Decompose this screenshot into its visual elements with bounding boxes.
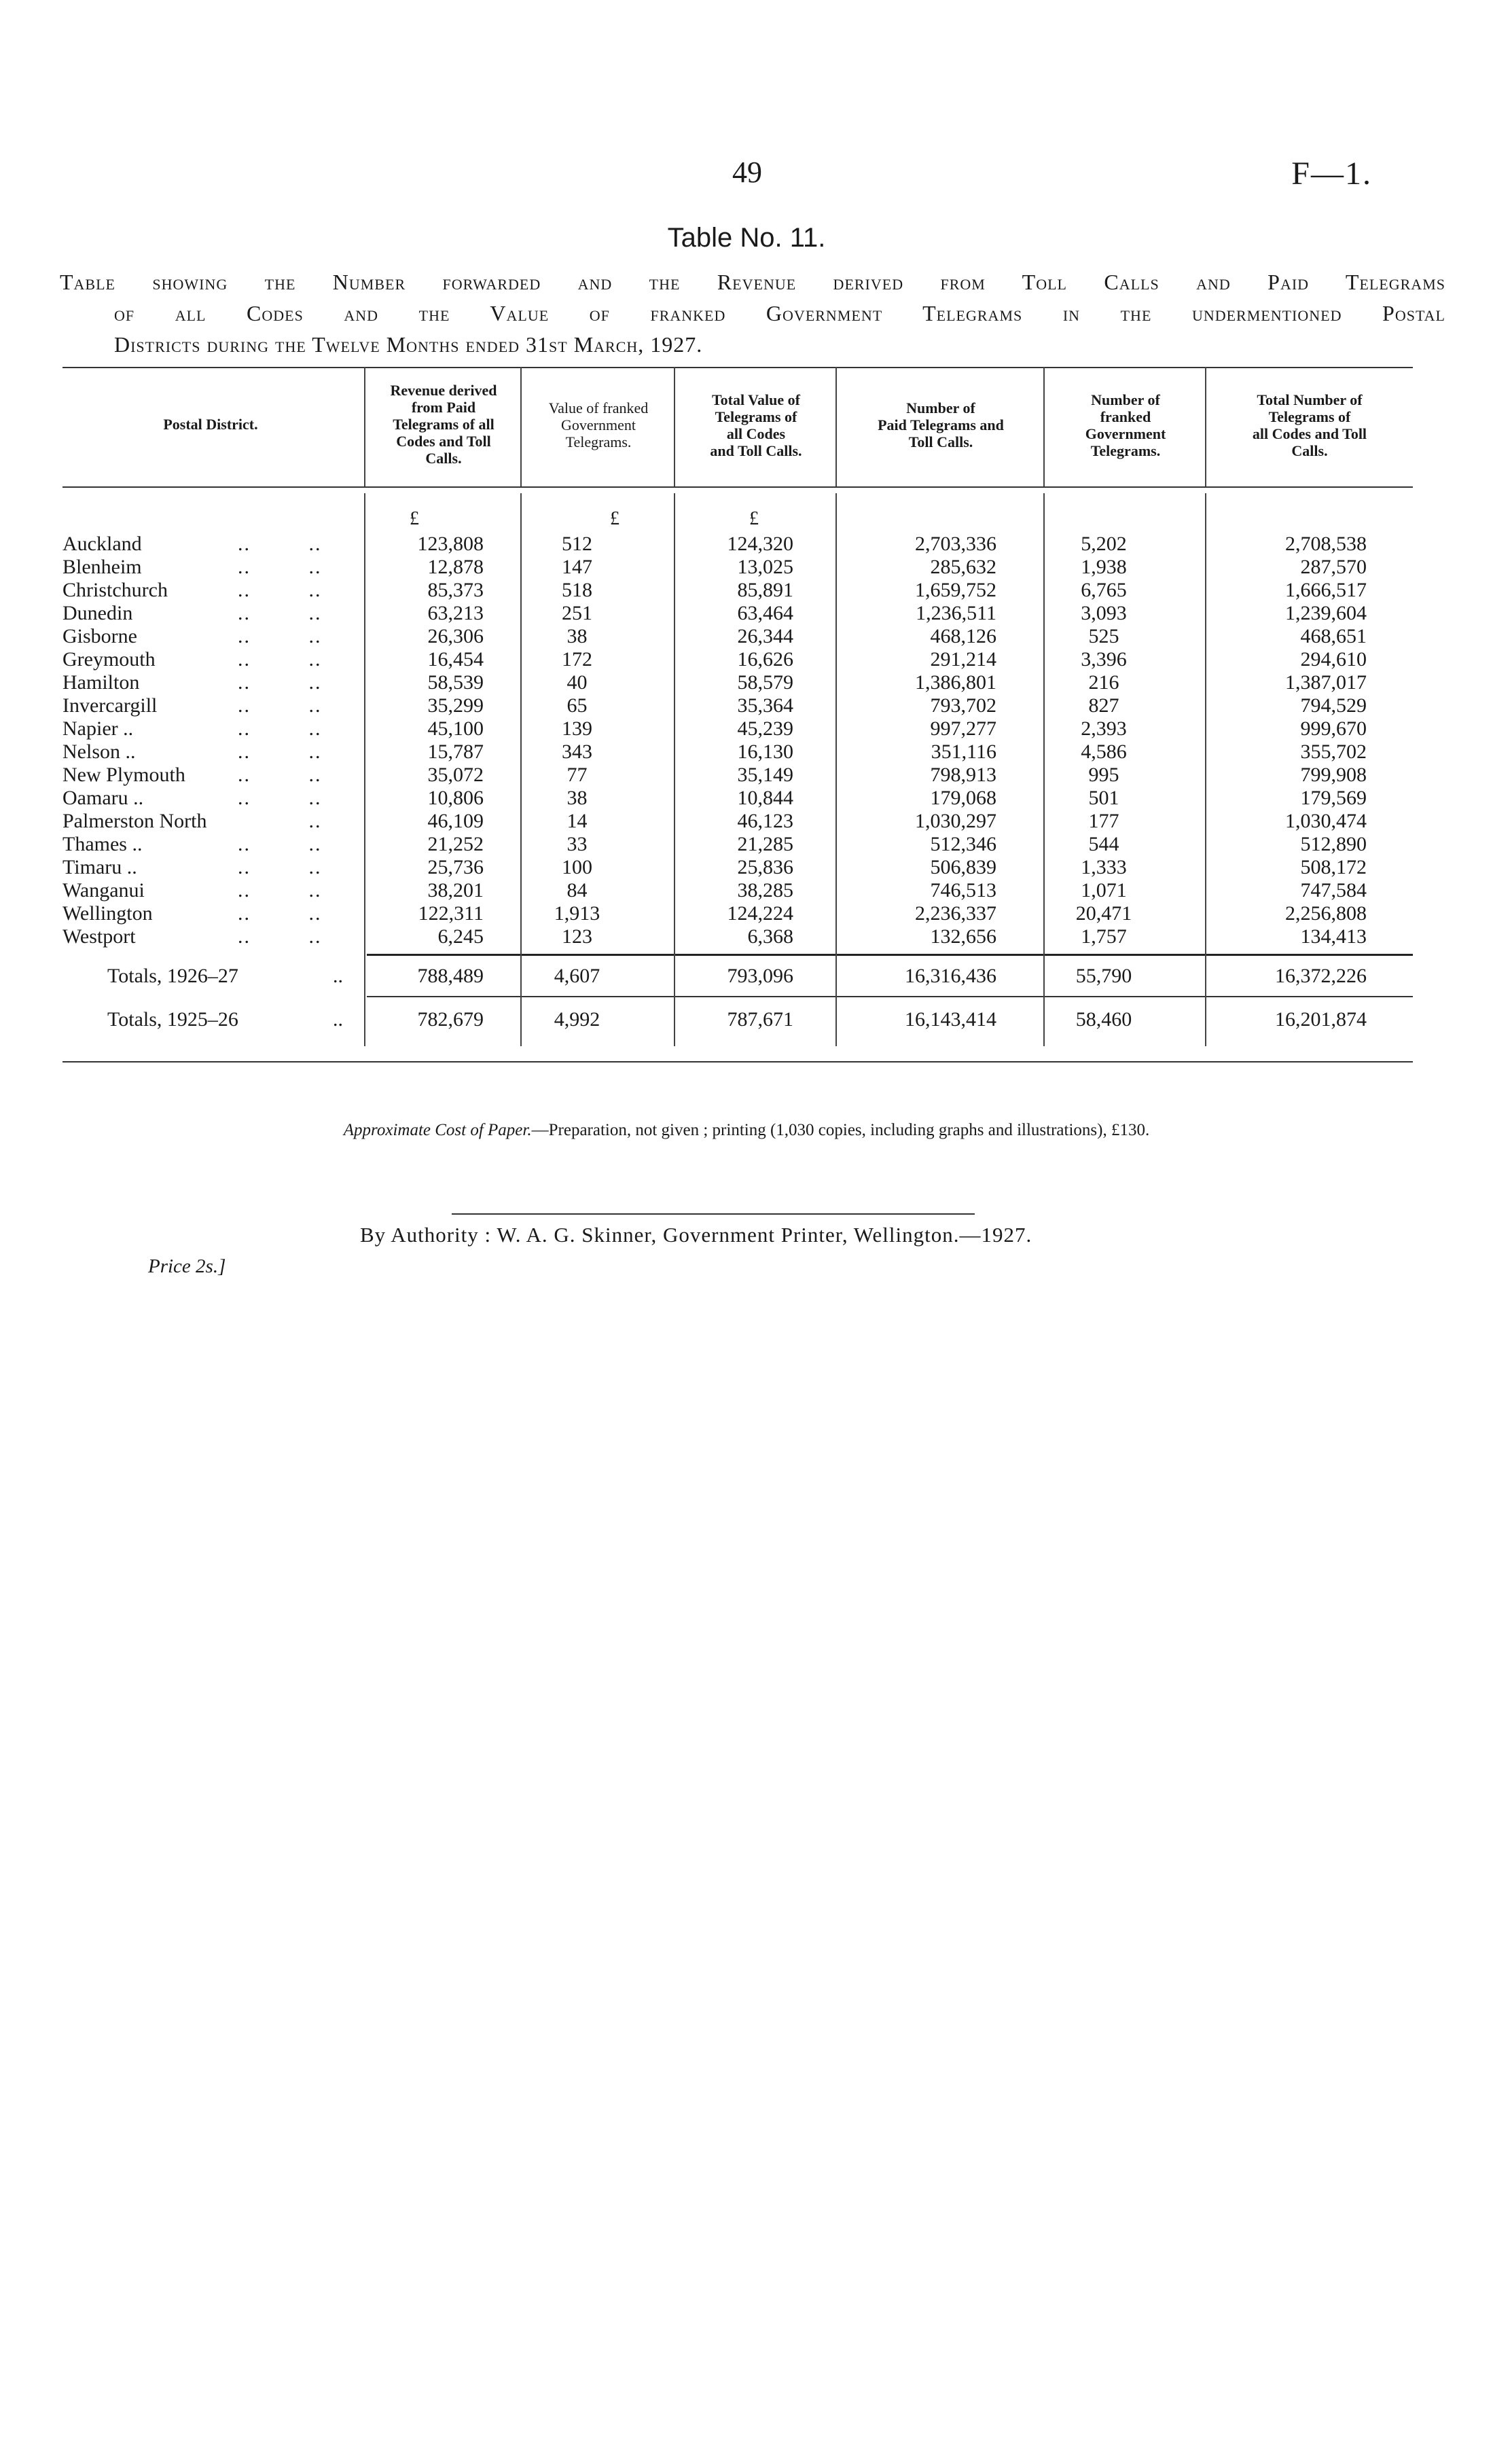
col-divider-1 [364,367,365,486]
paid-number-cell: 798,913 [930,764,996,786]
table-row [0,879,1493,902]
table-row [0,856,1493,879]
total-number-cell: 508,172 [1300,856,1367,878]
district-name: Christchurch [62,579,168,601]
paid-number-cell: 2,236,337 [915,902,996,925]
total-value-cell: 58,579 [737,671,793,694]
revenue-cell: 782,679 [417,1008,484,1031]
franked-number-cell: 216 [1088,671,1119,694]
revenue-cell: 122,311 [418,902,484,925]
franked-number-cell: 6,765 [1081,579,1127,601]
district-name: Timaru .. [62,856,137,878]
revenue-cell: 123,808 [417,533,484,555]
paid-number-cell: 351,116 [931,740,996,763]
revenue-cell: 85,373 [427,579,484,601]
total-value-cell: 35,149 [737,764,793,786]
franked-number-cell: 5,202 [1081,533,1127,555]
total-value-cell: 38,285 [737,879,793,901]
table-row [0,556,1493,579]
franked-value-cell: 251 [562,602,592,624]
franked-value-cell: 343 [562,740,592,763]
total-number-cell: 2,708,538 [1285,533,1367,555]
franked-value-cell: 77 [566,764,588,786]
paid-number-cell: 746,513 [930,879,996,901]
header-postal-district: Postal District. [163,416,258,433]
totals-row [0,1008,1493,1031]
total-number-cell: 16,201,874 [1275,1008,1367,1031]
revenue-cell: 46,109 [427,810,484,832]
revenue-cell: 63,213 [427,602,484,624]
table-row [0,625,1493,648]
district-name: Wanganui [62,879,145,901]
franked-number-cell: 525 [1088,625,1119,647]
total-number-cell: 16,372,226 [1275,965,1367,987]
district-name: Wellington [62,902,153,925]
leader-dots: .. .. [238,556,322,578]
table-caption [60,266,1445,360]
total-value-cell: 46,123 [737,810,793,832]
district-name: Auckland [62,533,142,555]
total-number-cell: 794,529 [1300,694,1367,717]
franked-value-cell: 518 [562,579,592,601]
leader-dots: .. .. [238,625,322,647]
table-row [0,533,1493,556]
leader-dots: .. .. [238,879,322,901]
leader-dots: .. .. [238,925,322,948]
revenue-cell: 35,072 [427,764,484,786]
revenue-cell: 45,100 [427,717,484,740]
district-name: New Plymouth [62,764,185,786]
total-number-cell: 294,610 [1300,648,1367,671]
district-name: Palmerston North [62,810,207,832]
leader-dots: .. .. [238,671,322,694]
total-value-cell: 124,224 [727,902,793,925]
header-franked-number: Number of franked Government Telegrams. [1085,391,1166,459]
paid-number-cell: 506,839 [930,856,996,878]
franked-value-cell: 512 [562,533,592,555]
total-number-cell: 287,570 [1300,556,1367,578]
franked-value-cell: 38 [566,787,588,809]
district-name: Nelson .. [62,740,136,763]
total-value-cell: 16,130 [737,740,793,763]
table-row [0,648,1493,671]
total-value-cell: 793,096 [727,965,793,987]
table-row [0,579,1493,602]
total-value-cell: 45,239 [737,717,793,740]
district-name: Gisborne [62,625,137,647]
totals-middle-rule [367,996,1413,997]
revenue-cell: 788,489 [417,965,484,987]
total-number-cell: 134,413 [1300,925,1367,948]
revenue-cell: 38,201 [427,879,484,901]
totals-label: Totals, 1926–27 [107,965,238,987]
district-name: Thames .. [62,833,143,855]
franked-number-cell: 827 [1088,694,1119,717]
total-value-cell: 35,364 [737,694,793,717]
total-value-cell: 21,285 [737,833,793,855]
district-name: Greymouth [62,648,156,671]
leader-dots: .. .. [238,787,322,809]
paid-number-cell: 1,236,511 [916,602,996,624]
district-name: Dunedin [62,602,133,624]
franked-value-cell: 14 [566,810,588,832]
unit-total-value: £ [749,508,759,529]
paid-number-cell: 2,703,336 [915,533,996,555]
leader-dots: .. .. [238,602,322,624]
cost-footnote [0,1121,1493,1140]
paid-number-cell: 793,702 [930,694,996,717]
franked-number-cell: 544 [1088,833,1119,855]
total-number-cell: 512,890 [1300,833,1367,855]
table-row [0,694,1493,717]
table-row [0,925,1493,948]
revenue-cell: 15,787 [427,740,484,763]
district-name: Hamilton [62,671,140,694]
leader-dots: .. .. [238,694,322,717]
revenue-cell: 35,299 [427,694,484,717]
paid-number-cell: 512,346 [930,833,996,855]
total-number-cell: 355,702 [1300,740,1367,763]
franked-number-cell: 3,093 [1081,602,1127,624]
franked-number-cell: 4,586 [1081,740,1127,763]
revenue-cell: 21,252 [427,833,484,855]
franked-value-cell: 123 [562,925,592,948]
total-value-cell: 124,320 [727,533,793,555]
total-number-cell: 1,239,604 [1285,602,1367,624]
col-divider-2 [520,367,522,486]
printer-authority: By Authority : W. A. G. Skinner, Government Printer, Wellington.—1927. [360,1223,1032,1247]
franked-number-cell: 3,396 [1081,648,1127,671]
totals-row [0,965,1493,988]
leader-dots: .. .. [238,579,322,601]
total-value-cell: 787,671 [727,1008,793,1031]
leader-dots: .. [333,1008,343,1031]
caption-line-2: of all Codes and the Value of franked Government Telegrams in the undermentioned Postal [114,301,1445,325]
leader-dots: .. .. [238,717,322,740]
table-row [0,717,1493,740]
franked-number-cell: 1,071 [1081,879,1127,901]
total-number-cell: 1,030,474 [1285,810,1367,832]
district-name: Invercargill [62,694,158,717]
paid-number-cell: 997,277 [930,717,996,740]
paid-number-cell: 468,126 [930,625,996,647]
table-title: Table No. 11. [667,223,826,253]
district-name: Oamaru .. [62,787,144,809]
col-divider-5 [1043,367,1045,486]
total-value-cell: 26,344 [737,625,793,647]
caption-line-3: Districts during the Twelve Months ended 31st March, 1927. [114,332,703,357]
leader-dots: .. .. [238,648,322,671]
district-name: Napier .. [62,717,134,740]
franked-value-cell: 147 [562,556,592,578]
total-value-cell: 63,464 [737,602,793,624]
paid-number-cell: 1,386,801 [915,671,996,694]
page-number: 49 [732,156,762,189]
header-revenue: Revenue derived from Paid Telegrams of all Codes and Toll Calls. [390,382,497,467]
paid-number-cell: 285,632 [930,556,996,578]
revenue-cell: 12,878 [427,556,484,578]
franked-value-cell: 4,607 [554,965,600,987]
district-name: Westport [62,925,136,948]
table-row [0,671,1493,694]
header-total-number: Total Number of Telegrams of all Codes and Toll Calls. [1252,391,1367,459]
table-row [0,602,1493,625]
franked-number-cell: 2,393 [1081,717,1127,740]
total-value-cell: 10,844 [737,787,793,809]
table-row [0,833,1493,856]
total-number-cell: 999,670 [1300,717,1367,740]
total-number-cell: 1,387,017 [1285,671,1367,694]
total-value-cell: 25,836 [737,856,793,878]
leader-dots: .. .. [238,764,322,786]
franked-value-cell: 100 [562,856,592,878]
price-note: Price 2s.] [148,1255,226,1277]
total-value-cell: 16,626 [737,648,793,671]
col-divider-4 [835,367,837,486]
totals-label: Totals, 1925–26 [107,1008,238,1031]
revenue-cell: 6,245 [437,925,484,948]
leader-dots: .. .. [238,533,322,555]
total-number-cell: 2,256,808 [1285,902,1367,925]
document-code: F—1. [1291,156,1372,192]
franked-value-cell: 33 [566,833,588,855]
franked-value-cell: 65 [566,694,588,717]
franked-value-cell: 139 [562,717,592,740]
franked-value-cell: 172 [562,648,592,671]
paid-number-cell: 16,143,414 [905,1008,996,1031]
unit-revenue: £ [410,508,419,529]
total-value-cell: 13,025 [737,556,793,578]
col-divider-6 [1205,367,1206,486]
table-row [0,810,1493,833]
leader-dots: .. .. [238,856,322,878]
franked-number-cell: 177 [1088,810,1119,832]
total-number-cell: 1,666,517 [1285,579,1367,601]
revenue-cell: 25,736 [427,856,484,878]
franked-number-cell: 58,460 [1075,1008,1132,1031]
franked-number-cell: 55,790 [1075,965,1132,987]
leader-dots: .. [238,810,322,832]
paid-number-cell: 179,068 [930,787,996,809]
revenue-cell: 10,806 [427,787,484,809]
totals-top-rule [367,954,1413,956]
franked-value-cell: 4,992 [554,1008,600,1031]
leader-dots: .. .. [238,902,322,925]
total-number-cell: 468,651 [1300,625,1367,647]
franked-value-cell: 40 [566,671,588,694]
table-top-rule [62,367,1413,368]
revenue-cell: 16,454 [427,648,484,671]
franked-value-cell: 84 [566,879,588,901]
header-bottom-rule [62,486,1413,488]
header-paid-number: Number of Paid Telegrams and Toll Calls. [878,399,1004,450]
unit-franked-value: £ [610,508,619,529]
franked-number-cell: 1,757 [1081,925,1127,948]
paid-number-cell: 1,659,752 [915,579,996,601]
table-row [0,740,1493,764]
paid-number-cell: 291,214 [930,648,996,671]
header-franked-value: Value of franked Government Telegrams. [548,399,649,450]
franked-number-cell: 1,938 [1081,556,1127,578]
franked-number-cell: 995 [1088,764,1119,786]
total-number-cell: 179,569 [1300,787,1367,809]
total-value-cell: 6,368 [747,925,793,948]
paid-number-cell: 16,316,436 [905,965,996,987]
paid-number-cell: 1,030,297 [915,810,996,832]
franked-number-cell: 1,333 [1081,856,1127,878]
franked-number-cell: 501 [1088,787,1119,809]
imprint-rule [452,1213,975,1215]
franked-value-cell: 1,913 [554,902,600,925]
franked-value-cell: 38 [566,625,588,647]
revenue-cell: 58,539 [427,671,484,694]
table-row [0,764,1493,787]
col-divider-3 [674,367,675,486]
leader-dots: .. .. [238,833,322,855]
table-bottom-rule [62,1061,1413,1063]
footnote-text: —Preparation, not given ; printing (1,030 copies, including graphs and illustrations), £130. [531,1121,1150,1139]
header-total-value: Total Value of Telegrams of all Codes and Toll Calls. [710,391,802,459]
district-name: Blenheim [62,556,142,578]
total-value-cell: 85,891 [737,579,793,601]
leader-dots: .. .. [238,740,322,763]
caption-line-1: Table showing the Number forwarded and the Revenue derived from Toll Calls and Paid Telegrams [60,270,1445,294]
table-row [0,902,1493,925]
table-row [0,787,1493,810]
paid-number-cell: 132,656 [930,925,996,948]
total-number-cell: 747,584 [1300,879,1367,901]
footnote-label: Approximate Cost of Paper. [343,1121,532,1139]
franked-number-cell: 20,471 [1075,902,1132,925]
revenue-cell: 26,306 [427,625,484,647]
leader-dots: .. [333,965,343,987]
total-number-cell: 799,908 [1300,764,1367,786]
